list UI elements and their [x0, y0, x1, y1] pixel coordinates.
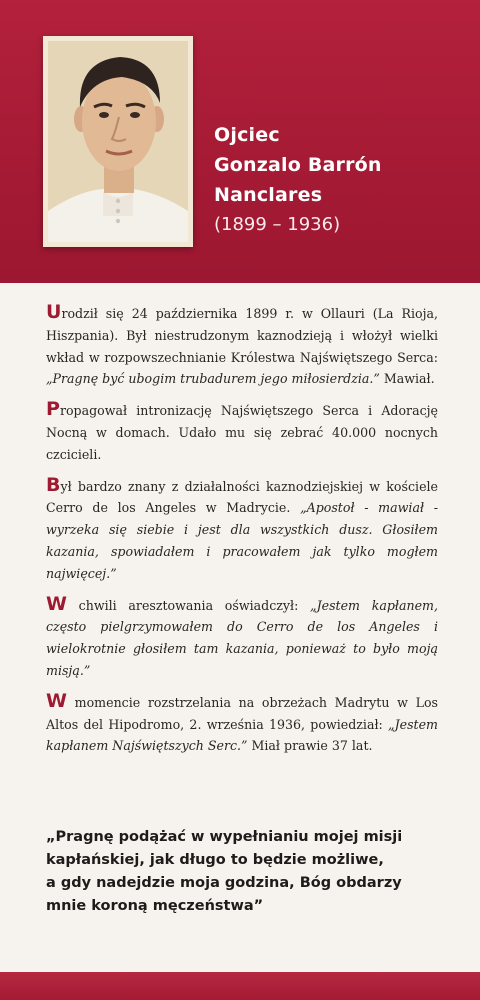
portrait-frame	[43, 36, 193, 247]
name-last: Nanclares	[214, 184, 323, 206]
portrait-photo	[48, 41, 188, 242]
paragraph-3	[46, 473, 438, 585]
drop-initial: W	[46, 592, 67, 615]
text-run: ropagował intronizację Najświętszego Serca i Adorację Nocną w domach. Udało mu się zebrać 40.000 nocnych czcicieli.	[46, 403, 438, 462]
name-first: Gonzalo Barrón	[214, 154, 382, 176]
name-block	[214, 120, 464, 240]
text-run: rodził się 24 października 1899 r. w Ollauri (La Rioja, Hiszpania). Był niestrudzonym kaznodzieją i włożył wielki wkład w rozpowszechnianie Królestwa Najświętszego Serca:	[46, 306, 438, 365]
portrait-illustration	[48, 41, 188, 242]
text-run: ył bardzo znany z działalności kaznodziejskiej w kościele Cerro de los Angeles w Madrycie.	[46, 478, 438, 516]
drop-initial: P	[46, 398, 60, 421]
paragraph-1	[46, 303, 438, 390]
paragraph-5	[46, 689, 438, 757]
quote-run: „Jestem kapłanem, często pielgrzymowałem do Cerro de los Angeles i wielokrotnie głosiłem tam kazania, ponieważ to było moją misją.”	[46, 597, 439, 678]
quote-line: a gdy nadejdzie moja godzina, Bóg obdarzy	[46, 875, 402, 891]
drop-initial: W	[46, 689, 67, 712]
drop-initial: U	[46, 301, 62, 323]
paragraph-2	[46, 400, 438, 465]
text-run: momencie rozstrzelania na obrzeżach Madrytu w Los Altos del Hipodromo, 2. września 1936, powiedział:	[46, 694, 438, 732]
quote-run: „Apostoł - mawiał - wyrzeka się siebie i jest dla wszystkich dusz. Głosiłem kazania, spowiadałem i pracowałem jak tylko mogłem najwięcej.”	[46, 500, 438, 581]
quote-run: „Pragnę być ubogim trubadurem jego miłosierdzia.”	[46, 371, 380, 387]
biography-text	[46, 303, 438, 767]
quote-line: „Pragnę podążać w wypełnianiu mojej misji	[46, 829, 403, 845]
text-run: Miał prawie 37 lat.	[247, 738, 373, 754]
paragraph-4	[46, 592, 439, 682]
text-run: chwili aresztowania oświadczył:	[66, 597, 311, 613]
quote-run: „Jestem kapłanem Najświętszych Serc.”	[46, 716, 438, 754]
text-run: Mawiał.	[379, 371, 435, 387]
footer-band	[0, 972, 480, 1000]
closing-quote	[46, 826, 446, 918]
name-title: Ojciec	[214, 124, 280, 146]
quote-line: kapłańskiej, jak długo to będzie możliwe,	[46, 852, 384, 868]
life-years: (1899 – 1936)	[214, 214, 341, 235]
drop-initial: B	[46, 473, 61, 496]
quote-line: mnie koroną męczeństwa”	[46, 898, 264, 914]
